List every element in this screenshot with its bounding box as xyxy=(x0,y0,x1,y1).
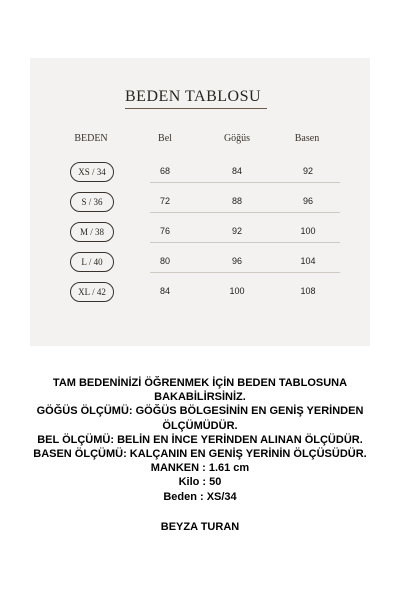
size-chart-card xyxy=(30,58,370,346)
header-size: BEDEN xyxy=(74,133,108,144)
model-height: MANKEN : 1.61 cm xyxy=(150,462,250,475)
size-pill-l: L / 40 xyxy=(70,252,114,272)
row-divider xyxy=(150,182,340,183)
chest-cell: 88 xyxy=(231,196,242,206)
chest-cell: 96 xyxy=(231,256,242,266)
hips-cell: 104 xyxy=(300,256,316,266)
hips-cell: 96 xyxy=(302,196,313,206)
hips-cell: 100 xyxy=(300,226,316,236)
size-pill-xs: XS / 34 xyxy=(70,162,114,182)
row-divider xyxy=(150,242,340,243)
spacer xyxy=(20,504,380,520)
chart-title: BEDEN TABLOSU xyxy=(125,88,262,105)
note-hips: BASEN ÖLÇÜMÜ: KALÇANIN EN GENİŞ YERİNİN ÖLÇÜSÜDÜR. xyxy=(33,448,367,461)
waist-cell: 80 xyxy=(159,256,170,266)
model-weight: Kilo : 50 xyxy=(178,476,222,489)
hips-cell: 108 xyxy=(300,286,316,296)
note-chest: GÖĞÜS ÖLÇÜMÜ: GÖĞÜS BÖLGESİNİN EN GENİŞ YERİNDEN ÖLÇÜMÜDÜR. xyxy=(36,405,364,432)
chest-cell: 100 xyxy=(229,286,245,296)
row-divider xyxy=(150,212,340,213)
title-underline xyxy=(125,108,267,109)
note-waist: BEL ÖLÇÜMÜ: BELİN EN İNCE YERİNDEN ALINAN ÖLÇÜDÜR. xyxy=(37,433,363,446)
chest-cell: 92 xyxy=(231,226,242,236)
waist-cell: 72 xyxy=(159,196,170,206)
row-divider xyxy=(150,272,340,273)
waist-cell: 84 xyxy=(159,286,170,296)
header-chest: Göğüs xyxy=(223,133,251,144)
size-notes xyxy=(20,376,380,534)
note-find-size: TAM BEDENİNİZİ ÖĞRENMEK İÇİN BEDEN TABLOSUNA BAKABİLİRSİNİZ. xyxy=(52,377,348,404)
brand-name: BEYZA TURAN xyxy=(160,520,240,533)
size-pill-s: S / 36 xyxy=(70,192,114,212)
hips-cell: 92 xyxy=(302,166,313,176)
chest-cell: 84 xyxy=(231,166,242,176)
waist-cell: 76 xyxy=(159,226,170,236)
size-pill-m: M / 38 xyxy=(70,222,114,242)
size-pill-xl: XL / 42 xyxy=(70,282,114,302)
header-waist: Bel xyxy=(158,133,172,144)
header-hips: Basen xyxy=(294,133,320,144)
waist-cell: 68 xyxy=(159,166,170,176)
model-size: Beden : XS/34 xyxy=(163,490,237,503)
